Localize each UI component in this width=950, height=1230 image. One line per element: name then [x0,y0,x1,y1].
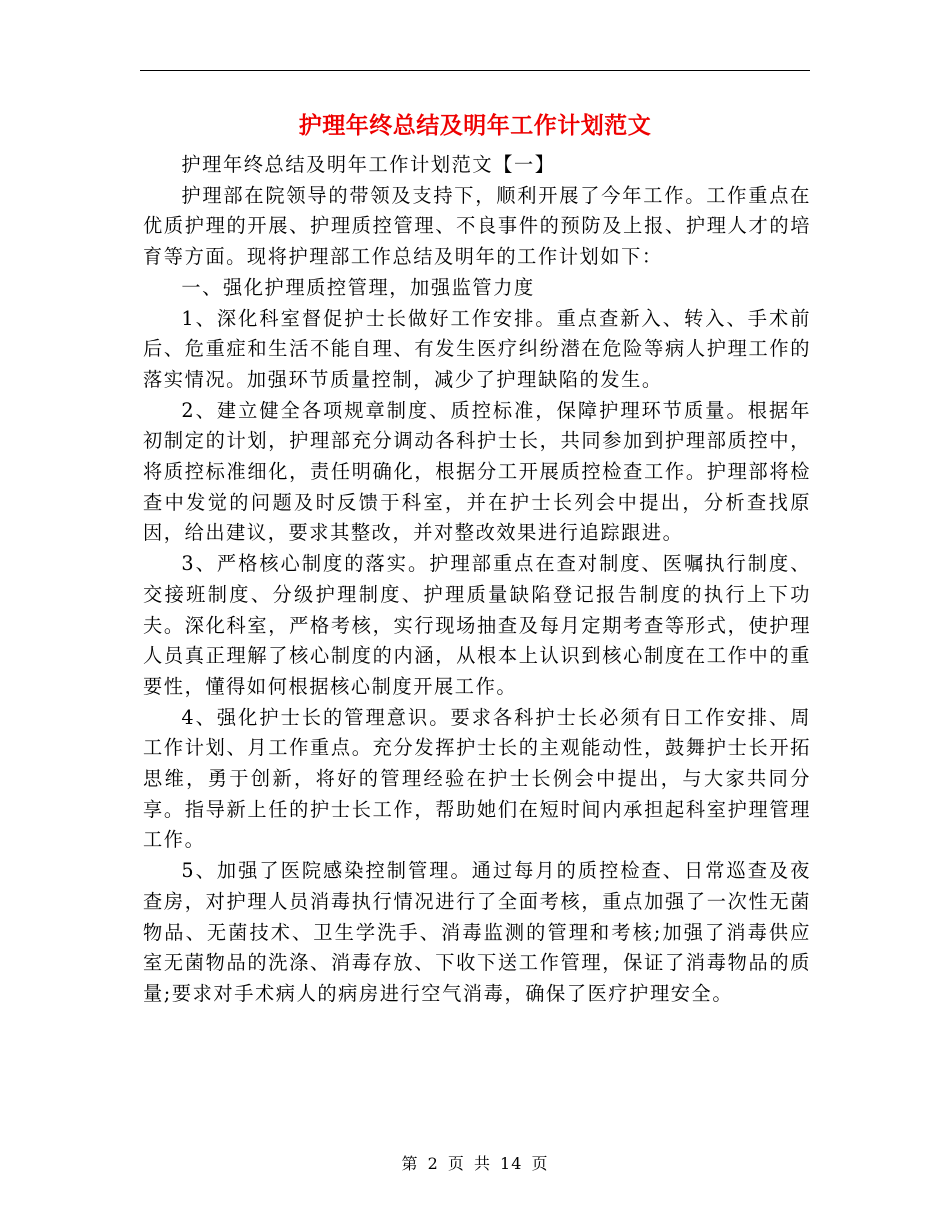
header-rule [140,70,810,71]
paragraph-item-2: 2、建立健全各项规章制度、质控标准，保障护理环节质量。根据年初制定的计划，护理部充分调动各科护士长，共同参加到护理部质控中，将质控标准细化，责任明确化，根据分工开展质控检查工作。护理部将检查中发觉的问题及时反馈于科室，并在护士长列会中提出，分析查找原因，给出建议，要求其整改，并对整改效果进行追踪跟进。 [143,398,811,545]
section-heading: 护理年终总结及明年工作计划范文【一】 [181,153,556,176]
page-number: 第 2 页 共 14 页 [401,1154,549,1173]
document-title: 护理年终总结及明年工作计划范文 [298,113,652,139]
paragraph-item-4: 4、强化护士长的管理意识。要求各科护士长必须有日工作安排、周工作计划、月工作重点。充分发挥护士长的主观能动性，鼓舞护士长开拓思维，勇于创新，将好的管理经验在护士长例会中提出，与大家共同分享。指导新上任的护士长工作，帮助她们在短时间内承担起科室护理管理工作。 [143,705,811,852]
paragraph-item-3: 3、严格核心制度的落实。护理部重点在查对制度、医嘱执行制度、交接班制度、分级护理制度、护理质量缺陷登记报告制度的执行上下功夫。深化科室，严格考核，实行现场抽查及每月定期考查等形式，使护理人员真正理解了核心制度的内涵，从根本上认识到核心制度在工作中的重要性，懂得如何根据核心制度开展工作。 [143,552,811,698]
document-body [143,150,811,1010]
subsection-heading: 一、强化护理质控管理，加强监管力度 [181,275,535,299]
intro-paragraph: 护理部在院领导的带领及支持下，顺利开展了今年工作。工作重点在优质护理的开展、护理质控管理、不良事件的预防及上报、护理人才的培育等方面。现将护理部工作总结及明年的工作计划如下： [143,183,811,269]
paragraph-item-5: 5、加强了医院感染控制管理。通过每月的质控检查、日常巡查及夜查房，对护理人员消毒执行情况进行了全面考核，重点加强了一次性无菌物品、无菌技术、卫生学洗手、消毒监测的管理和考核;加强了消毒供应室无菌物品的洗涤、消毒存放、下收下送工作管理，保证了消毒物品的质量;要求对手术病人的病房进行空气消毒，确保了医疗护理安全。 [143,859,811,1005]
paragraph-item-1: 1、深化科室督促护士长做好工作安排。重点查新入、转入、手术前后、危重症和生活不能自理、有发生医疗纠纷潜在危险等病人护理工作的落实情况。加强环节质量控制，减少了护理缺陷的发生。 [143,306,811,391]
